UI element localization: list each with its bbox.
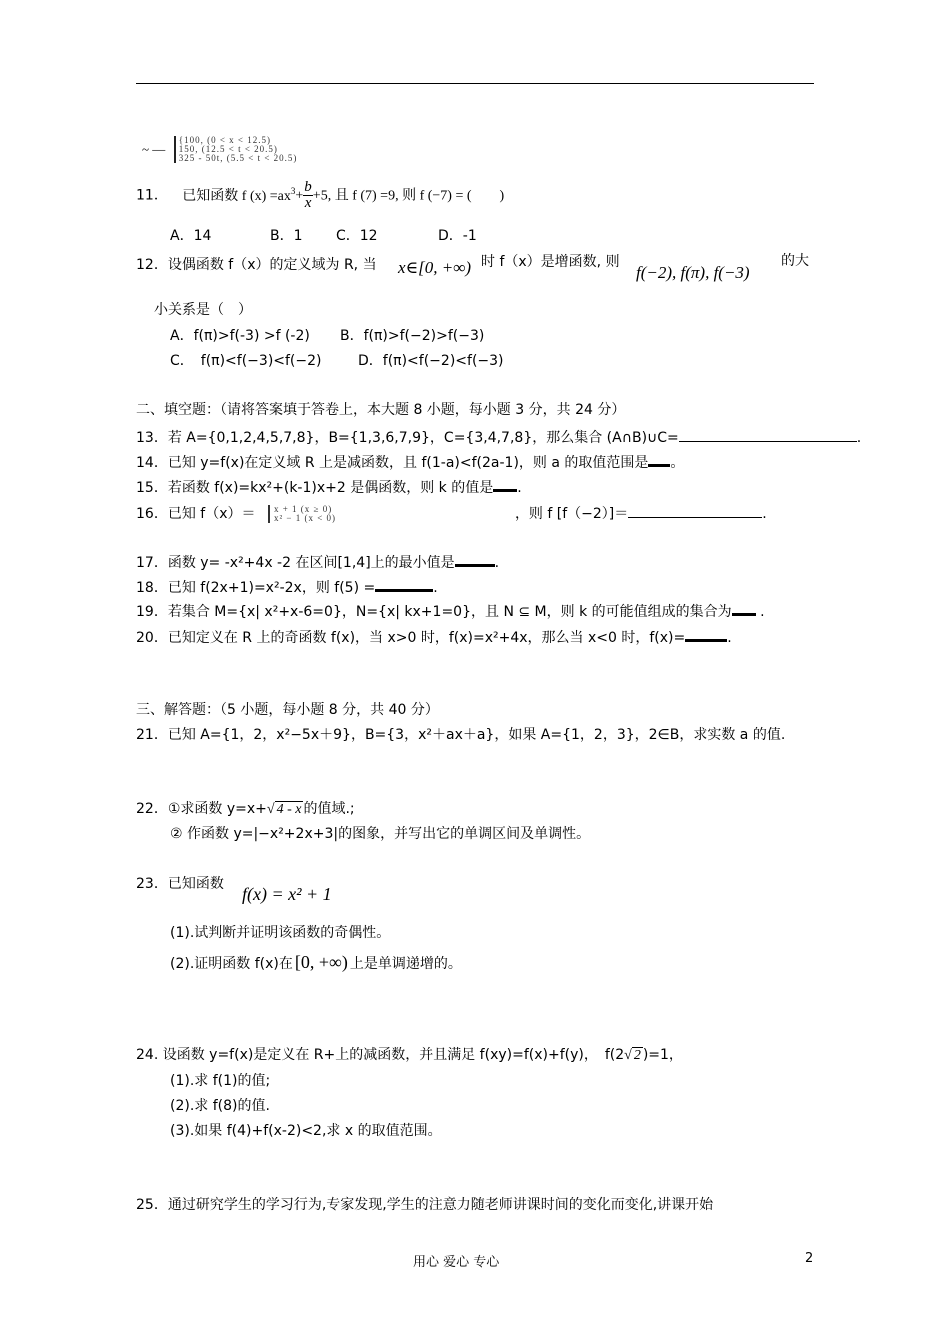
q13-blank xyxy=(679,427,857,442)
q23-part-1: (1).试判断并证明该函数的奇偶性。 xyxy=(170,925,391,941)
piece-row-1: {100, (0 < x < 12.5) xyxy=(178,135,271,145)
q12-domain-math: x∈[0, +∞) xyxy=(398,258,471,277)
q22-number: 22． xyxy=(136,801,168,817)
q11-frac-num: b xyxy=(304,179,312,195)
q17-blank xyxy=(455,552,495,567)
q18-end: . xyxy=(433,580,438,596)
q12-number: 12． xyxy=(136,257,168,273)
q11-option-a: A．14 xyxy=(170,228,212,244)
piece-row-2: 150, (12.5 < t < 20.5) xyxy=(178,144,278,154)
q21-number: 21． xyxy=(136,727,168,743)
q24-part-1: (1).求 f(1)的值; xyxy=(170,1073,271,1089)
question-24 xyxy=(136,1047,683,1065)
q12-text-a: 设偶函数 f（x）的定义域为 R, 当 xyxy=(167,257,377,273)
question-12 xyxy=(136,257,377,274)
q12-text-c: 的大 xyxy=(781,253,809,269)
page-number: 2 xyxy=(805,1251,814,1266)
q19-text: 19．若集合 M={x| x²+x-6=0}，N={x| kx+1=0}，且 N ⊆ M，则 k 的可能值组成的集合为 xyxy=(136,604,732,620)
q20-end: . xyxy=(727,630,732,646)
q19-end: . xyxy=(755,604,765,620)
q22-sqrt-radicand: 4 - x xyxy=(276,802,302,817)
q16-end: . xyxy=(762,506,767,522)
q14-text: 14．已知 y=f(x)在定义域 R 上是减函数，且 f(1-a)<f(2a-1)，则 a 的取值范围是 xyxy=(136,455,649,471)
q12-text-d: 小关系是（ ） xyxy=(154,302,252,318)
q16-text-a: 16．已知 f（x）＝ xyxy=(136,506,256,522)
q14-blank xyxy=(648,452,670,467)
q22-text-b: 的值域.; xyxy=(303,801,355,817)
q12-option-b: B．f(π)>f(−2)>f(−3) xyxy=(340,328,485,344)
q16-piece-2: x² − 1 (x < 0) xyxy=(273,513,337,523)
q11-text-b: +5, 且 f (7) =9, 则 f (−7) = ( ) xyxy=(312,188,505,204)
q24-sqrt-radicand: 2 xyxy=(633,1048,641,1063)
piecewise-fragment xyxy=(142,136,297,163)
q16-text-b: ，则 f [f（−2）]＝ xyxy=(514,506,629,522)
q12-option-d: D．f(π)<f(−2)<f(−3) xyxy=(358,353,504,369)
q11-text-a: 已知函数 f (x) =ax xyxy=(182,188,291,204)
question-14 xyxy=(136,452,684,472)
q15-blank xyxy=(493,477,517,492)
q22-text-a: ①求函数 y=x+ xyxy=(167,801,267,817)
q16-piece-1: x + 1 (x ≥ 0) xyxy=(273,504,333,514)
q17-text: 17．函数 y= -x²+4x -2 在区间[1,4]上的最小值是 xyxy=(136,555,455,571)
q11-sup: 3 xyxy=(290,185,296,196)
q16-blank xyxy=(628,503,762,518)
q11-option-b: B．1 xyxy=(270,228,303,244)
q13-text: 13．若 A={0,1,2,4,5,7,8}，B={1,3,6,7,9}，C={3,4,7,8}，那么集合 (A∩B)∪C= xyxy=(136,430,679,446)
question-19 xyxy=(136,601,765,621)
q20-text: 20．已知定义在 R 上的奇函数 f(x)，当 x>0 时，f(x)=x²+4x，那么当 x<0 时，f(x)= xyxy=(136,630,686,646)
q22-sqrt: √ 4 - x xyxy=(266,802,302,817)
q11-plus: + xyxy=(295,188,304,204)
question-23 xyxy=(136,876,224,893)
q14-end: 。 xyxy=(670,455,685,471)
q20-blank xyxy=(685,627,727,642)
q18-blank xyxy=(375,577,433,592)
header-rule xyxy=(136,83,814,84)
q11-fraction xyxy=(303,180,313,211)
q12-values-math: f(−2), f(π), f(−3) xyxy=(636,263,750,282)
question-21 xyxy=(136,727,785,744)
q23-text-a: 已知函数 xyxy=(167,876,224,892)
piece-row-3: 325 - 50t, (5.5 < t < 20.5) xyxy=(178,153,298,163)
q17-end: . xyxy=(494,555,500,571)
q15-end: . xyxy=(517,480,522,496)
question-18 xyxy=(136,577,438,597)
q18-text: 18．已知 f(2x+1)=x²-2x，则 f(5) = xyxy=(136,580,376,596)
q23-part-2-a: (2).证明函数 f(x)在 xyxy=(170,956,293,972)
question-11 xyxy=(136,180,504,211)
q24-text-a: 24. 设函数 y=f(x)是定义在 R+上的减函数，并且满足 f(xy)=f(x)+f(y)， f(2 xyxy=(136,1047,625,1063)
footer-center: 用心 爱心 专心 xyxy=(413,1255,500,1270)
q19-blank xyxy=(732,601,756,616)
q11-option-c: C．12 xyxy=(336,228,378,244)
piecewise-left: ~ — xyxy=(142,141,166,157)
q24-sqrt: √ 2 xyxy=(624,1048,641,1063)
q24-text-b: )=1， xyxy=(642,1047,683,1063)
q23-function: f(x) = x² + 1 xyxy=(242,884,332,904)
section-2-title: 二、填空题：（请将答案填于答卷上，本大题 8 小题，每小题 3 分，共 24 分） xyxy=(136,402,626,418)
question-25: 25．通过研究学生的学习行为,专家发现,学生的注意力随老师讲课时间的变化而变化,讲课开始 xyxy=(136,1197,714,1213)
q24-part-3: (3).如果 f(4)+f(x-2)<2,求 x 的取值范围。 xyxy=(170,1123,442,1139)
q23-part-2-b: 上是单调递增的。 xyxy=(349,956,462,972)
question-22 xyxy=(136,801,355,819)
q12-text-b: 时 f（x）是增函数, 则 xyxy=(481,254,620,270)
q11-number: 11． xyxy=(136,187,168,204)
section-3-title: 三、解答题：（5 小题，每小题 8 分，共 40 分） xyxy=(136,702,439,718)
q11-option-d: D．-1 xyxy=(438,228,477,244)
q11-frac-den: x xyxy=(304,195,312,211)
q16-piecewise xyxy=(268,505,509,523)
q22-line-2: ② 作函数 y=|−x²+2x+3|的图象，并写出它的单调区间及单调性。 xyxy=(170,826,591,842)
question-15 xyxy=(136,477,522,497)
q15-text: 15．若函数 f(x)=kx²+(k-1)x+2 是偶函数，则 k 的值是 xyxy=(136,480,494,496)
q23-interval: [0, +∞) xyxy=(294,952,348,972)
q24-part-2: (2).求 f(8)的值. xyxy=(170,1098,270,1114)
q12-option-c: C． f(π)<f(−3)<f(−2) xyxy=(170,353,322,369)
q23-part-2 xyxy=(170,952,462,974)
q23-number: 23． xyxy=(136,876,168,892)
question-17 xyxy=(136,552,499,572)
question-13: 13．若 A={0,1,2,4,5,7,8}，B={1,3,6,7,9}，C={3,4,7,8}，那么集合 (A∩B)∪C= . xyxy=(136,427,861,447)
question-20 xyxy=(136,627,732,647)
question-16 xyxy=(136,503,767,523)
q12-option-a: A．f(π)>f(-3) >f (-2) xyxy=(170,328,310,344)
q21-text: 已知 A={1，2，x²−5x＋9}，B={3，x²＋ax＋a}，如果 A={1，2，3}，2∈B，求实数 a 的值. xyxy=(167,727,786,743)
